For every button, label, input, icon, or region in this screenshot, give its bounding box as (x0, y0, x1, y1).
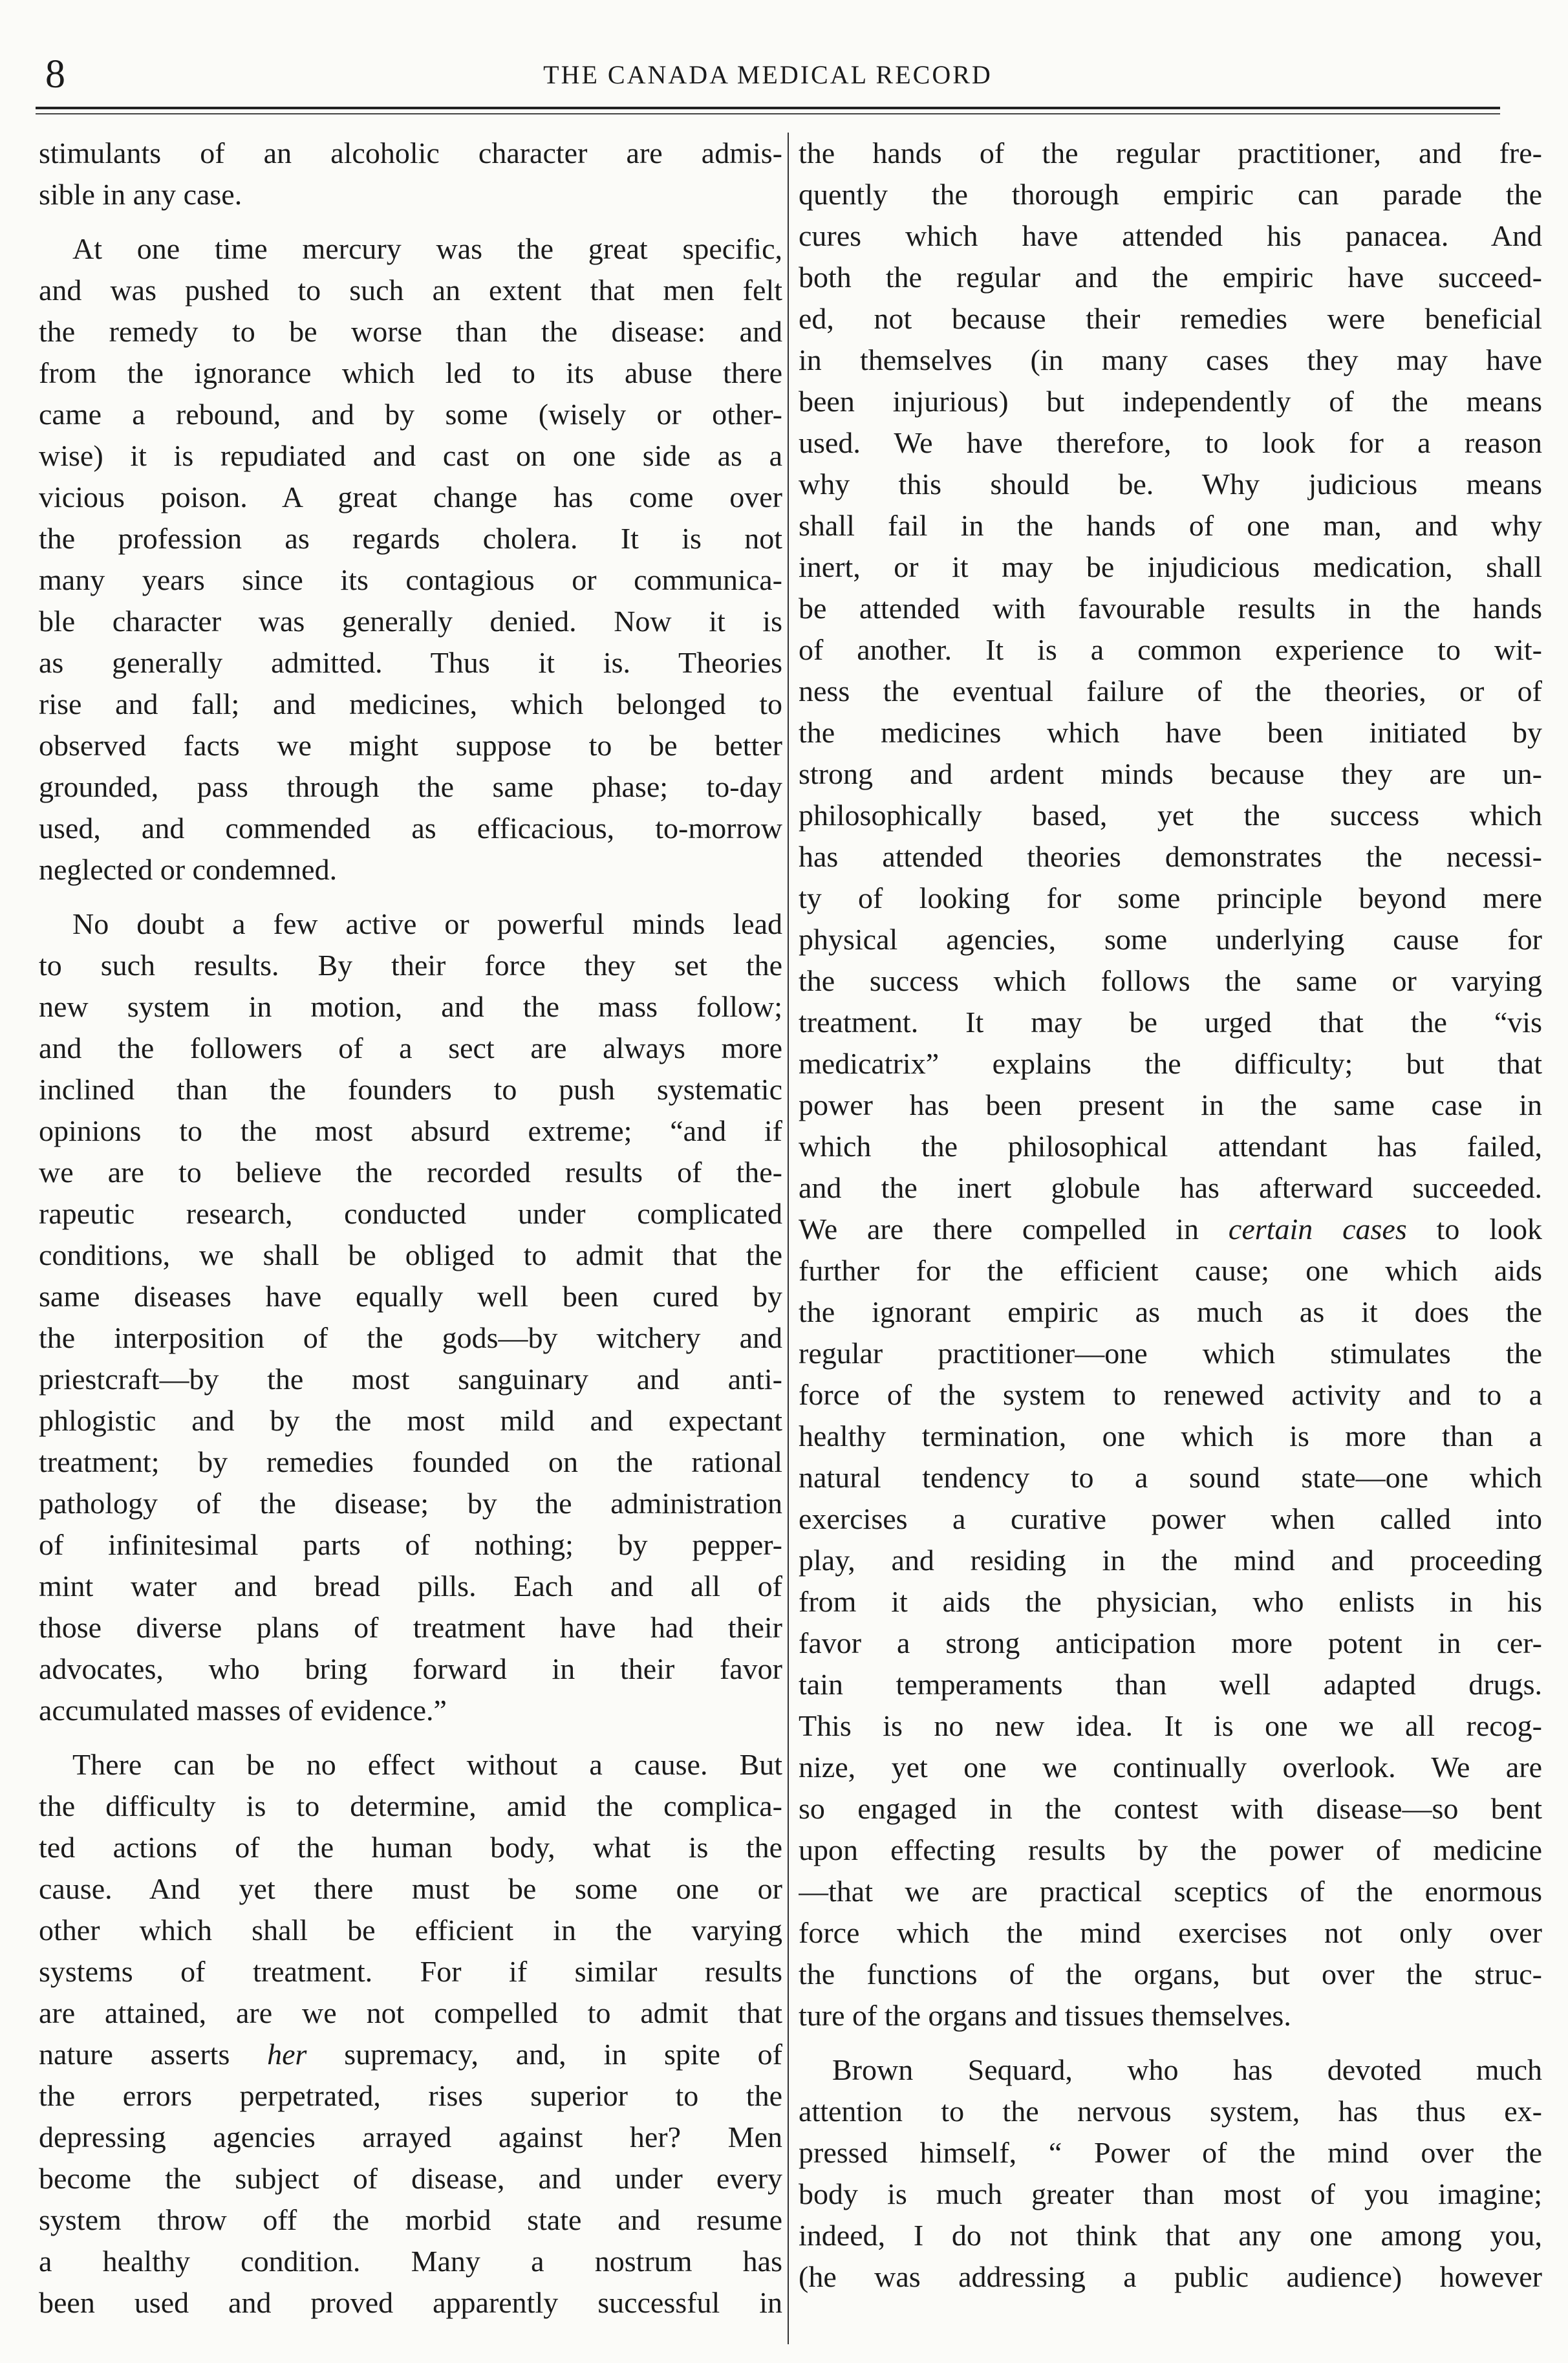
text-line: other which shall be efficient in the varying (39, 1914, 782, 1947)
text-line: pathology of the disease; by the administration (39, 1487, 782, 1520)
text-line: priestcraft—by the most sanguinary and anti- (39, 1363, 782, 1396)
text-line: There can be no effect without a cause. But (72, 1748, 782, 1781)
text-line: indeed, I do not think that any one among you, (799, 2219, 1542, 2252)
text-line: body is much greater than most of you imagine; (799, 2177, 1542, 2210)
text-line: system throw off the morbid state and resume (39, 2203, 782, 2236)
text-line: play, and residing in the mind and proceeding (799, 1544, 1542, 1577)
text-line: of infinitesimal parts of nothing; by pepper- (39, 1528, 782, 1561)
text-line: ed, not because their remedies were beneficial (799, 302, 1542, 335)
text-line: ty of looking for some principle beyond mere (799, 881, 1542, 914)
paragraph-gap (799, 2036, 1542, 2049)
text-line: cause. And yet there must be some one or (39, 1872, 782, 1905)
text-line: we are to believe the recorded results of the- (39, 1156, 782, 1189)
text-line: further for the efficient cause; one which aids (799, 1254, 1542, 1287)
text-line: the medicines which have been initiated by (799, 716, 1542, 749)
paragraph (39, 903, 782, 1731)
running-title: THE CANADA MEDICAL RECORD (543, 60, 993, 89)
text-line: be attended with favourable results in the hands (799, 592, 1542, 625)
text-line: wise) it is repudiated and cast on one side as a (39, 439, 782, 472)
text-line: cures which have attended his panacea. And (799, 219, 1542, 252)
page-number: 8 (45, 52, 65, 96)
paragraph-gap (39, 215, 782, 228)
text-line: the difficulty is to determine, amid the complica- (39, 1789, 782, 1822)
text-line: observed facts we might suppose to be better (39, 729, 782, 762)
text-line: rapeutic research, conducted under complicated (39, 1197, 782, 1230)
text-line: inclined than the founders to push systematic (39, 1073, 782, 1106)
text-line: those diverse plans of treatment have had their (39, 1611, 782, 1644)
text-line: came a rebound, and by some (wisely or other- (39, 398, 782, 431)
text-line: pressed himself, “ Power of the mind over the (799, 2136, 1542, 2169)
text-line: why this should be. Why judicious means (799, 468, 1542, 501)
paragraph (39, 133, 782, 215)
text-line: strong and ardent minds because they are un- (799, 757, 1542, 790)
text-line: vicious poison. A great change has come over (39, 480, 782, 513)
text-line: shall fail in the hands of one man, and why (799, 509, 1542, 542)
text-line: physical agencies, some underlying cause for (799, 923, 1542, 956)
text-line: exercises a curative power when called into (799, 1502, 1542, 1535)
text-line: which the philosophical attendant has failed, (799, 1130, 1542, 1163)
text-line: accumulated masses of evidence.” (39, 1694, 447, 1727)
text-line: used, and commended as efficacious, to-morrow (39, 812, 782, 845)
text-line: phlogistic and by the most mild and expectant (39, 1404, 782, 1437)
text-line: grounded, pass through the same phase; to-day (39, 770, 782, 803)
text-line: sible in any case. (39, 178, 242, 211)
text-line: mint water and bread pills. Each and all of (39, 1570, 782, 1602)
text-line: nize, yet one we continually overlook. We are (799, 1751, 1542, 1784)
text-line: force which the mind exercises not only over (799, 1916, 1542, 1949)
text-line: been injurious) but independently of the means (799, 385, 1542, 418)
text-line: power has been present in the same case in (799, 1088, 1542, 1121)
text-line: the profession as regards cholera. It is not (39, 522, 782, 555)
text-line: treatment. It may be urged that the “vis (799, 1006, 1542, 1039)
text-line: natural tendency to a sound state—one which (799, 1461, 1542, 1494)
text-line: tain temperaments than well adapted drugs. (799, 1668, 1542, 1701)
text-line: the errors perpetrated, rises superior to the (39, 2079, 782, 2112)
text-line: medicatrix” explains the difficulty; but that (799, 1047, 1542, 1080)
text-line: At one time mercury was the great specific, (72, 232, 782, 265)
text-line: the ignorant empiric as much as it does the (799, 1295, 1542, 1328)
text-line: favor a strong anticipation more potent in cer- (799, 1626, 1542, 1659)
text-line: rise and fall; and medicines, which belonged to (39, 687, 782, 720)
text-line: same diseases have equally well been cured by (39, 1280, 782, 1313)
text-line: the remedy to be worse than the disease: and (39, 315, 782, 348)
text-line: the interposition of the gods—by witchery and (39, 1321, 782, 1354)
column-divider (788, 133, 789, 2344)
text-line: conditions, we shall be obliged to admit that the (39, 1238, 782, 1271)
text-line: as generally admitted. Thus it is. Theories (39, 646, 782, 679)
text-line: ble character was generally denied. Now it is (39, 605, 782, 638)
page-header (36, 45, 1500, 110)
text-line: from it aids the physician, who enlists in his (799, 1585, 1542, 1618)
text-line: advocates, who bring forward in their favor (39, 1652, 782, 1685)
text-line: quently the thorough empiric can parade the (799, 178, 1542, 211)
header-rule (36, 107, 1500, 109)
text-line: new system in motion, and the mass follow; (39, 990, 782, 1023)
text-line: This is no new idea. It is one we all recog- (799, 1709, 1542, 1742)
text-line: used. We have therefore, to look for a reason (799, 426, 1542, 459)
paragraph (799, 2049, 1542, 2298)
text-line: both the regular and the empiric have succeed- (799, 261, 1542, 294)
paragraph-gap (39, 1731, 782, 1744)
left-column (39, 133, 782, 2344)
text-line: and the followers of a sect are always more (39, 1031, 782, 1064)
text-line: neglected or condemned. (39, 853, 338, 886)
text-line: (he was addressing a public audience) however (799, 2260, 1542, 2293)
text-line: the hands of the regular practitioner, and fre- (799, 136, 1542, 169)
text-line: ted actions of the human body, what is the (39, 1831, 782, 1864)
text-line: No doubt a few active or powerful minds lead (72, 907, 782, 940)
text-line: We are there compelled in certain cases to look (799, 1213, 1542, 1246)
text-line: stimulants of an alcoholic character are admis- (39, 136, 782, 169)
text-line: —that we are practical sceptics of the enormous (799, 1875, 1542, 1908)
text-line: attention to the nervous system, has thus ex- (799, 2095, 1542, 2128)
paragraph (39, 228, 782, 890)
text-line: the success which follows the same or varying (799, 964, 1542, 997)
text-line: systems of treatment. For if similar results (39, 1955, 782, 1988)
text-line: upon effecting results by the power of medicine (799, 1833, 1542, 1866)
text-line: philosophically based, yet the success which (799, 799, 1542, 832)
right-column (799, 133, 1542, 2344)
text-line: become the subject of disease, and under every (39, 2162, 782, 2195)
text-line: treatment; by remedies founded on the rational (39, 1445, 782, 1478)
text-line: in themselves (in many cases they may have (799, 343, 1542, 376)
paragraph-gap (39, 890, 782, 903)
paragraph (39, 1744, 782, 2324)
text-line: healthy termination, one which is more than a (799, 1419, 1542, 1452)
text-line: force of the system to renewed activity and to a (799, 1378, 1542, 1411)
text-line: ness the eventual failure of the theories, or of (799, 674, 1542, 707)
text-line: so engaged in the contest with disease—so bent (799, 1792, 1542, 1825)
text-line: been used and proved apparently successful in (39, 2286, 782, 2319)
text-line: the functions of the organs, but over the struc- (799, 1958, 1542, 1991)
header-rule-thin (36, 113, 1500, 114)
text-line: to such results. By their force they set the (39, 949, 782, 982)
text-line: and the inert globule has afterward succeeded. (799, 1171, 1542, 1204)
text-line: from the ignorance which led to its abuse there (39, 356, 782, 389)
text-line: many years since its contagious or communica- (39, 563, 782, 596)
text-line: opinions to the most absurd extreme; “and if (39, 1114, 782, 1147)
text-line: nature asserts her supremacy, and, in spite of (39, 2038, 782, 2071)
paragraph (799, 133, 1542, 2036)
text-line: depressing agencies arrayed against her? Men (39, 2120, 782, 2153)
text-line: are attained, are we not compelled to admit that (39, 1996, 782, 2029)
text-line: has attended theories demonstrates the necessi- (799, 840, 1542, 873)
text-line: of another. It is a common experience to wit- (799, 633, 1542, 666)
text-line: inert, or it may be injudicious medication, shall (799, 550, 1542, 583)
text-line: and was pushed to such an extent that men felt (39, 274, 782, 307)
text-line: Brown Sequard, who has devoted much (832, 2053, 1542, 2086)
text-line: a healthy condition. Many a nostrum has (39, 2245, 782, 2278)
text-line: ture of the organs and tissues themselves. (799, 1999, 1291, 2032)
text-line: regular practitioner—one which stimulates the (799, 1337, 1542, 1370)
